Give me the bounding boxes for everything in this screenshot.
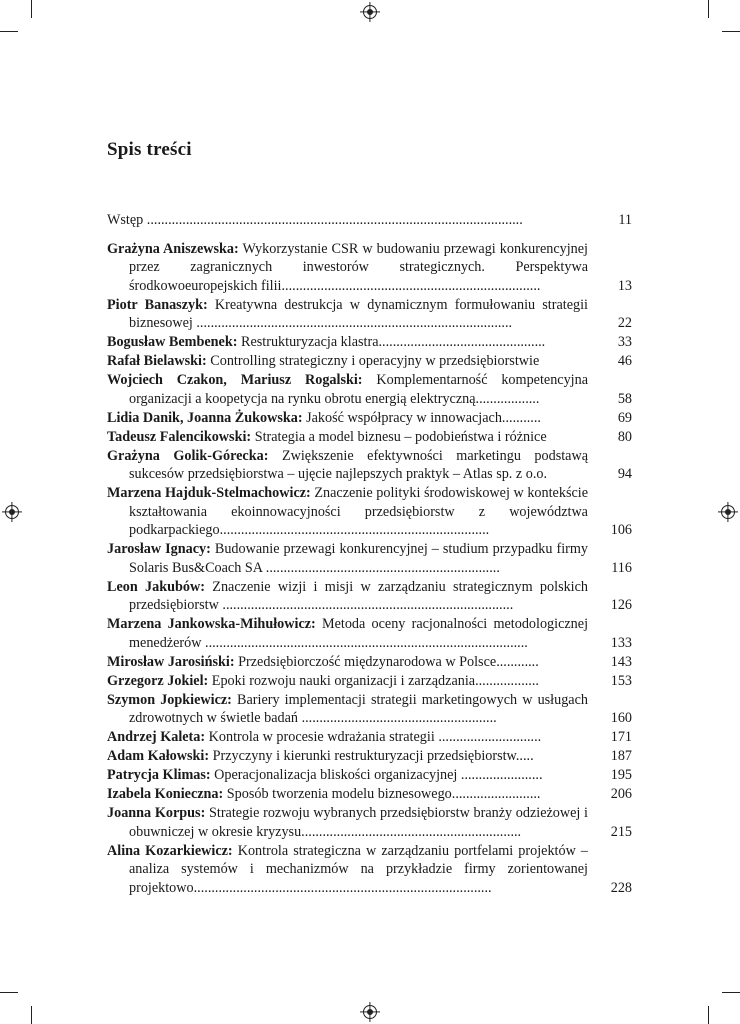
toc-entry — [107, 728, 632, 747]
toc-entry-text — [107, 804, 588, 841]
toc-author: Szymon Jopkiewicz: — [107, 691, 232, 708]
toc-title: Controlling strategiczny i operacyjny w przedsiębiorstwie — [210, 353, 540, 369]
toc-page-number: 80 — [617, 428, 632, 445]
toc-entry-text — [107, 766, 588, 785]
toc-entry — [107, 691, 632, 728]
crop-mark-top-right-v — [708, 0, 709, 18]
toc-entry-text — [107, 540, 588, 577]
toc-author: Joanna Korpus: — [107, 805, 206, 821]
toc-title: Jakość współpracy w innowacjach — [306, 409, 502, 426]
registration-mark-bottom-icon — [363, 1005, 377, 1019]
toc-author: Marzena Jankowska-Mihułowicz: — [107, 616, 316, 632]
toc-title: Metoda oceny racjonalności metodologicznej menedżerów — [129, 616, 589, 651]
toc-page-number: 116 — [611, 559, 632, 576]
registration-mark-top-icon — [363, 5, 377, 19]
toc-entry-text — [107, 333, 588, 352]
toc-entry-text — [107, 409, 588, 428]
toc-author: Mirosław Jarosiński: — [107, 653, 235, 670]
toc-page-number: 171 — [610, 729, 632, 745]
toc-page-number: 215 — [610, 823, 632, 840]
toc-page-number: 206 — [610, 786, 632, 802]
toc-leader-dots: ........................................................................ — [285, 277, 541, 294]
toc-entry-text — [107, 211, 588, 230]
toc-title: Kontrola strategiczna w zarządzaniu portfelami projektów – analiza systemów i mechanizmów na przykładzie firmy zorientowanej projektowo — [129, 842, 588, 896]
toc-leader-dots: ........................................................................................... — [201, 634, 528, 651]
toc-author: Grażyna Aniszewska: — [107, 240, 239, 257]
toc-page-number: 195 — [610, 767, 632, 783]
crop-mark-top-left-h — [0, 31, 18, 32]
toc-title: Przyczyny i kierunki restrukturyzacji przedsiębiorstw — [212, 748, 516, 764]
toc-leader-dots: .............................................................. — [301, 823, 522, 840]
toc-title: Zwiększenie efektywności marketingu podstawą sukcesów przedsiębiorstwa – ujęcie najlepszych praktyk – Atlas sp. z o.o. — [129, 447, 589, 482]
toc-author: Wojciech Czakon, Mariusz Rogalski: — [107, 372, 363, 388]
toc-page-number: 69 — [617, 409, 632, 426]
crop-mark-bottom-right-v — [708, 1006, 709, 1024]
toc-entry-text — [107, 785, 588, 804]
toc-leader-dots: ........... — [501, 409, 541, 426]
toc-leader-dots: ............................................................................ — [219, 522, 490, 538]
toc-author: Grażyna Golik-Górecka: — [107, 447, 269, 464]
toc-entry — [107, 447, 632, 484]
toc-page-number: 153 — [610, 672, 632, 689]
page-title: Spis treści — [107, 139, 192, 160]
registration-mark-left-icon — [5, 505, 19, 519]
toc-entry — [107, 540, 632, 577]
toc-entry-text — [107, 615, 588, 652]
toc-author: Andrzej Kaleta: — [107, 729, 206, 745]
toc-entry-text — [107, 653, 588, 672]
toc-author: Marzena Hajduk-Stelmachowicz: — [107, 485, 311, 501]
crop-mark-top-left-v — [31, 0, 32, 18]
toc-title: Znaczenie wizji i misji w zarządzaniu strategicznym polskich przedsiębiorstw — [129, 578, 589, 613]
toc-author: Alina Kozarkiewicz: — [107, 842, 233, 859]
toc-leader-dots: .................. — [475, 390, 540, 407]
toc-page-number: 46 — [617, 353, 632, 369]
toc-title: Budowanie przewagi konkurencyjnej – studium przypadku firmy Solaris Bus&Coach SA — [129, 541, 589, 576]
toc-entry — [107, 747, 632, 766]
toc-entry — [107, 211, 632, 230]
toc-leader-dots: ............................................... — [378, 334, 546, 350]
crop-mark-bottom-right-h — [722, 992, 740, 993]
toc-title: Kreatywna destrukcja w dynamicznym formułowaniu strategii biznesowej — [129, 296, 588, 331]
toc-leader-dots: .................. — [475, 672, 539, 689]
toc-title: Strategie rozwoju wybranych przedsiębiorstw branży odzieżowej i obuwniczej w okresie kryzysu — [129, 805, 589, 840]
toc-leader-dots: ..... — [515, 748, 534, 764]
toc-title: Operacjonalizacja bliskości organizacyjnej — [214, 767, 458, 783]
toc-author: Rafał Bielawski: — [107, 353, 207, 369]
toc-entry-text — [107, 447, 588, 484]
toc-entry-text — [107, 428, 588, 447]
table-of-contents — [107, 211, 632, 898]
toc-entry — [107, 615, 632, 652]
toc-entry-text — [107, 296, 588, 333]
toc-entry-text — [107, 240, 588, 296]
toc-entry — [107, 409, 632, 428]
toc-title: Znaczenie polityki środowiskowej w kontekście kształtowania ekoinnowacyjności przedsiębiorstw z województwa podkarpackiego — [129, 485, 589, 538]
toc-author: Tadeusz Falencikowski: — [107, 428, 252, 445]
toc-leader-dots: .................................................................................. — [218, 597, 514, 613]
toc-entry-text — [107, 747, 588, 766]
toc-page-number: 133 — [610, 634, 632, 651]
toc-entry — [107, 428, 632, 447]
toc-page-number: 13 — [617, 277, 632, 294]
toc-entry-text — [107, 578, 588, 615]
toc-title: Sposób tworzenia modelu biznesowego — [226, 786, 452, 802]
toc-title: Kontrola w procesie wdrażania strategii — [208, 729, 435, 745]
toc-author: Jarosław Ignacy: — [107, 541, 211, 557]
toc-leader-dots: ....................... — [457, 767, 543, 783]
toc-page-number: 160 — [610, 710, 632, 726]
toc-entry — [107, 296, 632, 333]
registration-mark-right-icon — [721, 505, 735, 519]
toc-leader-dots: ............ — [496, 653, 539, 670]
toc-author: Lidia Danik, Joanna Żukowska: — [107, 409, 303, 426]
toc-entry-text — [107, 691, 588, 728]
toc-page-number: 58 — [617, 390, 632, 407]
toc-author: Izabela Konieczna: — [107, 786, 224, 802]
toc-page-number: 228 — [610, 879, 632, 896]
toc-leader-dots: ......................................................................................... — [192, 315, 513, 331]
toc-author: Grzegorz Jokiel: — [107, 672, 209, 689]
toc-author: Patrycja Klimas: — [107, 767, 211, 783]
toc-page-number: 33 — [617, 334, 632, 350]
toc-entry — [107, 653, 632, 672]
toc-title: Wstęp — [107, 212, 144, 228]
toc-entry — [107, 842, 632, 898]
toc-title: Strategia a model biznesu – podobieństwa i różnice — [254, 428, 547, 445]
toc-entry — [107, 333, 632, 352]
toc-title: Komplementarność kompetencyjna organizacji a koopetycja na rynku obrotu energią elektryczną — [129, 372, 589, 407]
crop-mark-bottom-left-v — [31, 1006, 32, 1024]
toc-page-number: 126 — [610, 597, 632, 613]
toc-page-number: 94 — [617, 466, 632, 482]
toc-entry — [107, 352, 632, 371]
toc-entry — [107, 578, 632, 615]
toc-entry-text — [107, 371, 588, 408]
toc-page-number: 11 — [618, 212, 632, 228]
toc-author: Bogusław Bembenek: — [107, 334, 238, 350]
toc-title: Epoki rozwoju nauki organizacji i zarządzania — [211, 672, 476, 689]
toc-title: Wykorzystanie CSR w budowaniu przewagi konkurencyjnej przez zagranicznych inwestorów strategicznych. Perspektywa środkowoeuropejskich filii. — [129, 240, 588, 294]
toc-leader-dots: .......................................................................................................... — [143, 212, 523, 228]
toc-author: Adam Kałowski: — [107, 748, 210, 764]
toc-entry — [107, 672, 632, 691]
crop-mark-bottom-left-h — [0, 992, 18, 993]
toc-title: Przedsiębiorczość międzynarodowa w Polsce — [238, 653, 497, 670]
toc-entry — [107, 484, 632, 540]
toc-author: Piotr Banaszyk: — [107, 296, 208, 313]
toc-entry-text — [107, 352, 588, 371]
crop-mark-top-right-h — [722, 31, 740, 32]
toc-entry — [107, 371, 632, 408]
toc-entry — [107, 804, 632, 841]
toc-leader-dots: ......................... — [451, 786, 541, 802]
toc-author: Leon Jakubów: — [107, 578, 205, 595]
toc-page-number: 106 — [610, 522, 632, 538]
toc-title: Restrukturyzacja klastra — [241, 334, 379, 350]
toc-leader-dots: .................................................................................... — [193, 879, 492, 896]
toc-leader-dots: .................................................................. — [262, 559, 500, 576]
toc-page-number: 143 — [610, 653, 632, 670]
toc-title: Bariery implementacji strategii marketingowych w usługach zdrowotnych w świetle badań — [129, 691, 588, 726]
toc-entry-text — [107, 484, 588, 540]
toc-page-number: 187 — [610, 748, 632, 764]
toc-leader-dots: ....................................................... — [298, 710, 497, 726]
toc-page-number: 22 — [617, 315, 632, 331]
toc-entry — [107, 240, 632, 296]
toc-entry-text — [107, 672, 588, 691]
toc-entry — [107, 785, 632, 804]
toc-entry-text — [107, 728, 588, 747]
toc-leader-dots: ............................. — [434, 729, 542, 745]
toc-entry — [107, 766, 632, 785]
toc-entry-text — [107, 842, 588, 898]
